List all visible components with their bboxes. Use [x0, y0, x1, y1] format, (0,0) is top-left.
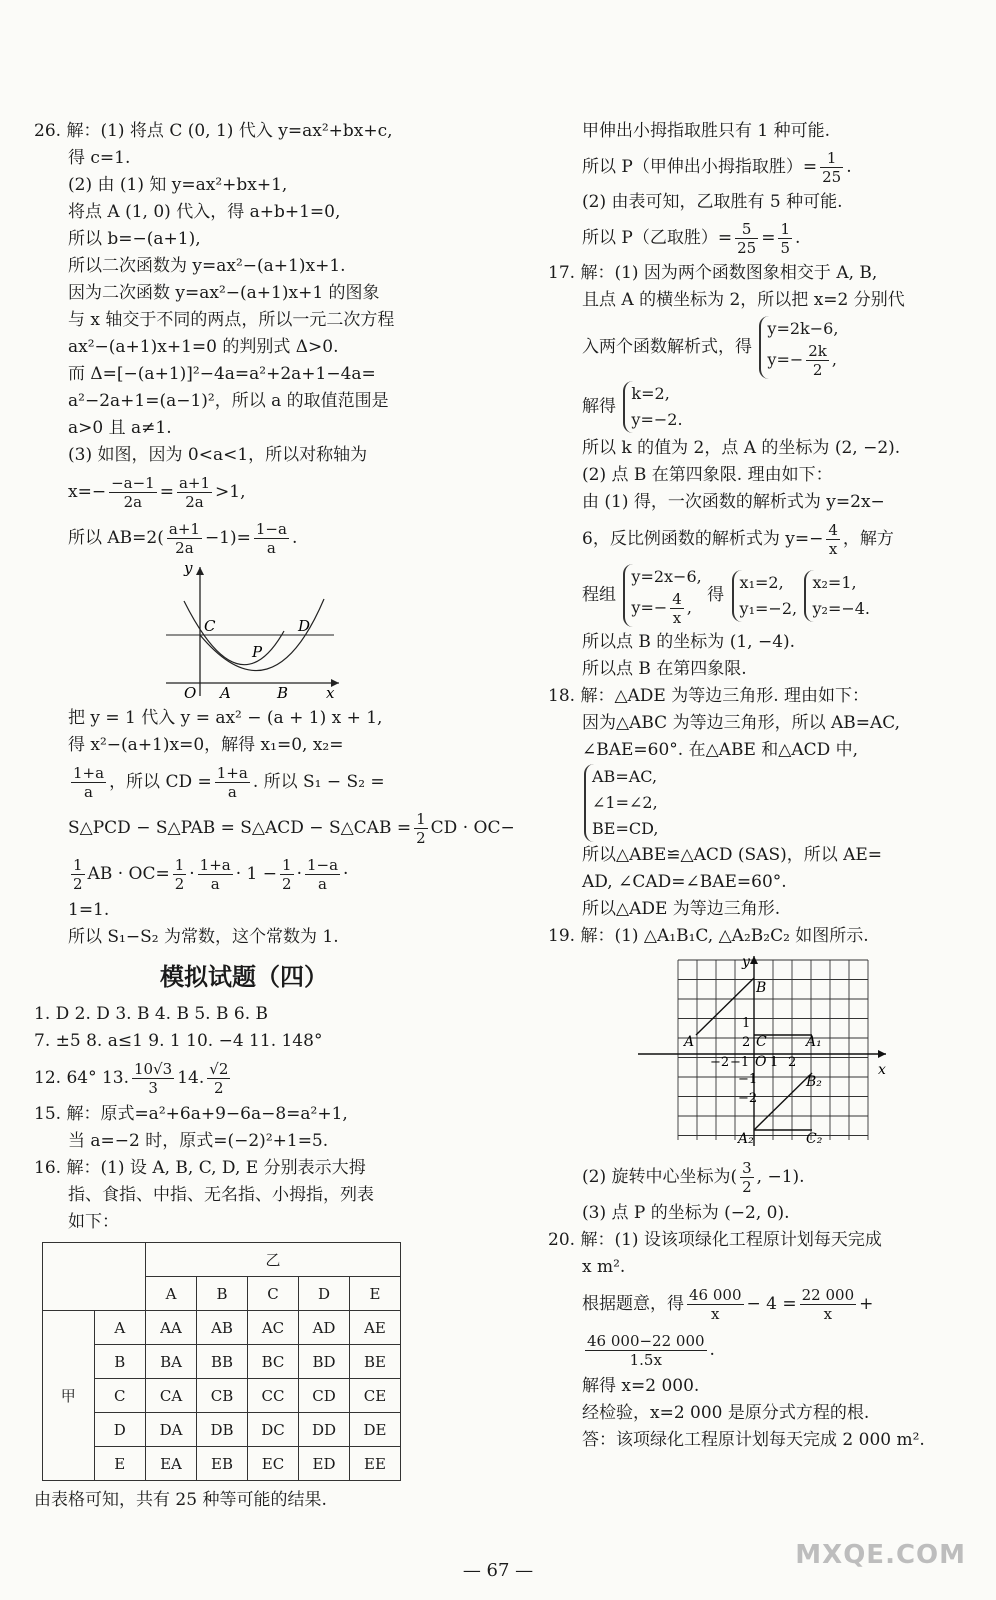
svg-text:2: 2 [788, 1055, 797, 1070]
graph-label-o: O [184, 684, 197, 701]
table-cell: CB [197, 1379, 248, 1413]
table-row [43, 1379, 401, 1413]
right-column [548, 118, 968, 1454]
answer-line-fractions: 12. 64° 13. $\frac{10√3}{3}$ 14. $\frac{√2}{2}$ [34, 1060, 229, 1097]
table-cell: AD [299, 1311, 350, 1345]
table-cell: CC [248, 1379, 299, 1413]
table-row [43, 1447, 401, 1481]
svg-text:A: A [684, 1034, 695, 1050]
table-cell: EE [350, 1447, 401, 1481]
p26-line: (2) 由 (1) 知 y=ax²+bx+1, [68, 175, 288, 195]
p26-line: (3) 如图，因为 0<a<1，所以对称轴为 [68, 445, 368, 465]
svg-text:C₂: C₂ [806, 1131, 823, 1147]
p17-system2-line: 程组 y=2x−6, y=− $\frac{4}{x}$ , 得 x₁=2, y₁=−2, x₂=1, y₂=−4. [548, 564, 968, 627]
answer-line: 1. D 2. D 3. B 4. B 5. B 6. B [34, 1004, 268, 1024]
svg-text:−2: −2 [710, 1055, 730, 1070]
table-row-header: E [94, 1447, 146, 1481]
svg-text:1: 1 [742, 1016, 751, 1031]
p26-line: 将点 A (1, 0) 代入，得 a+b+1=0, [68, 202, 341, 222]
p16-line: 如下： [68, 1212, 119, 1232]
svg-text:O: O [755, 1054, 767, 1070]
page-number: — 67 — [462, 1560, 534, 1581]
svg-text:−1: −1 [738, 1072, 758, 1087]
graph-label-b: B [277, 684, 289, 701]
p19-center-line: (2) 旋转中心坐标为( $\frac{3}{2}$ , −1). [582, 1159, 805, 1196]
table-cell: ED [299, 1447, 350, 1481]
p18-line: 所以△ABE≌△ACD (SAS)，所以 AE= [582, 845, 883, 865]
table-col-header: E [350, 1277, 401, 1311]
table-cell: CE [350, 1379, 401, 1413]
table-col-header: B [197, 1277, 248, 1311]
p26-line: 所以 b=−(a+1), [68, 229, 201, 249]
svg-text:2: 2 [742, 1035, 751, 1050]
equation-system: y=2k−6, y=− $\frac{2k}{2}$ , [759, 316, 838, 379]
graph-label-c: C [204, 617, 216, 635]
p26-axis-line: x=− $\frac{-a-1}{2a}$ = $\frac{a+1}{2a}$ >1, [68, 474, 246, 511]
svg-text:C: C [756, 1034, 767, 1050]
p26-cd-line: $\frac{1+a}{a}$ ，所以 CD = $\frac{1+a}{a}$ . 所以 S₁ − S₂ = [73, 764, 385, 801]
svg-text:−1: −1 [730, 1055, 750, 1070]
p17-line: 17. 解：(1) 因为两个函数图象相交于 A, B, [548, 263, 878, 283]
p26-line: a²−2a+1=(a−1)²，所以 a 的取值范围是 [68, 391, 389, 411]
p26-line: 把 y = 1 代入 y = ax² − (a + 1) x + 1, [68, 708, 383, 728]
table-row-header: D [94, 1413, 146, 1447]
p18-line: ∠BAE=60°. 在△ABE 和△ACD 中, [582, 740, 859, 760]
p26-line: ax²−(a+1)x+1=0 的判别式 Δ>0. [68, 337, 339, 357]
svg-text:x: x [878, 1062, 886, 1078]
table-col-header: D [299, 1277, 350, 1311]
graph-label-a: A [220, 684, 231, 701]
section-title: 模拟试题（四） [160, 963, 328, 991]
svg-text:B₂: B₂ [806, 1074, 822, 1090]
p15-line: 当 a=−2 时，原式=(−2)²+1=5. [68, 1131, 329, 1151]
p18-line: 所以△ADE 为等边三角形. [582, 899, 781, 919]
svg-text:y: y [742, 954, 750, 970]
p16-line: 指、食指、中指、无名指、小拇指，列表 [68, 1185, 374, 1205]
table-row-group: 甲 [43, 1311, 95, 1481]
p26-line: 得 x²−(a+1)x=0，解得 x₁=0, x₂= [68, 735, 344, 755]
table-cell: DC [248, 1413, 299, 1447]
p17-line: 且点 A 的横坐标为 2，所以把 x=2 分别代 [582, 290, 905, 310]
equation-system: k=2, y=−2. [623, 381, 682, 433]
svg-text:B: B [756, 980, 767, 996]
p26-line: a>0 且 a≠1. [68, 418, 172, 438]
p20-equation-line: 根据题意，得 $\frac{46 000}{x}$ − 4 = $\frac{22 000}{x}$ + [582, 1286, 874, 1323]
table-row-header: C [94, 1379, 146, 1413]
p17-inverse-line: 6，反比例函数的解析式为 y=− $\frac{4}{x}$ ，解方 [582, 521, 894, 558]
table-cell: CA [146, 1379, 197, 1413]
p17-system-line: 入两个函数解析式，得 y=2k−6, y=− $\frac{2k}{2}$ , [548, 316, 968, 379]
table-corner [43, 1243, 146, 1311]
svg-text:−2: −2 [738, 1091, 758, 1106]
table-cell: AB [197, 1311, 248, 1345]
table-cell: DA [146, 1413, 197, 1447]
graph-label-x: x [326, 684, 335, 701]
p26-line: 26. 解：(1) 将点 C (0, 1) 代入 y=ax²+bx+c, [34, 121, 393, 141]
table-cell: BE [350, 1345, 401, 1379]
outcome-table [42, 1242, 401, 1481]
table-cell: AA [146, 1311, 197, 1345]
p20-line: 经检验，x=2 000 是原分式方程的根. [582, 1403, 870, 1423]
left-column [34, 118, 515, 1514]
rotation-grid [548, 950, 968, 1150]
p20-equation-cont: $\frac{46 000-22 000}{1.5x}$ . [587, 1332, 715, 1369]
p18-line: 18. 解：△ADE 为等边三角形. 理由如下： [548, 686, 870, 706]
table-cell: AC [248, 1311, 299, 1345]
parabola-graph [34, 561, 454, 701]
p15-line: 15. 解：原式=a²+6a+9−6a−8=a²+1, [34, 1104, 348, 1124]
p20-line: 解得 x=2 000. [582, 1376, 700, 1396]
p18-line: AD, ∠CAD=∠BAE=60°. [582, 872, 787, 892]
p16-line: 16. 解：(1) 设 A, B, C, D, E 分别表示大拇 [34, 1158, 366, 1178]
p16c-prob-line: 所以 P（乙取胜）= $\frac{5}{25}$ = $\frac{1}{5}$ . [582, 220, 801, 257]
p26-ab-line: 所以 AB=2( $\frac{a+1}{2a}$ −1)= $\frac{1-a}{a}$ . [68, 520, 298, 557]
p18-line: 因为△ABC 为等边三角形，所以 AB=AC, [582, 713, 901, 733]
p16c-prob-line: 所以 P（甲伸出小拇指取胜）= $\frac{1}{25}$ . [582, 149, 852, 186]
table-cell: BB [197, 1345, 248, 1379]
p20-line: x m². [582, 1257, 626, 1277]
table-cell: CD [299, 1379, 350, 1413]
p17-solution-line: 解得 k=2, y=−2. [548, 381, 968, 433]
svg-text:A₂: A₂ [738, 1131, 754, 1147]
p26-line: 所以二次函数为 y=ax²−(a+1)x+1. [68, 256, 346, 276]
table-col-group: 乙 [146, 1243, 401, 1277]
p17-line: (2) 点 B 在第四象限. 理由如下： [582, 465, 833, 485]
answer-line: 7. ±5 8. a≤1 9. 1 10. −4 11. 148° [34, 1031, 323, 1051]
p17-line: 所以 k 的值为 2，点 A 的坐标为 (2, −2). [582, 438, 901, 458]
watermark: MXQE.COM [795, 1540, 966, 1570]
table-row-header: A [94, 1311, 146, 1345]
graph-label-p: P [252, 643, 263, 661]
p26-area-line: S△PCD − S△PAB = S△ACD − S△CAB = $\frac{1}{2}$ CD · OC− [68, 810, 515, 847]
table-cell: EC [248, 1447, 299, 1481]
table-row [43, 1345, 401, 1379]
graph-label-y: y [184, 561, 193, 577]
table-cell: DB [197, 1413, 248, 1447]
p16c-line: 甲伸出小拇指取胜只有 1 种可能. [582, 121, 831, 141]
p19-line: (3) 点 P 的坐标为 (−2, 0). [582, 1203, 790, 1223]
table-cell: BD [299, 1345, 350, 1379]
table-row [43, 1413, 401, 1447]
table-cell: BA [146, 1345, 197, 1379]
p19-line: 19. 解：(1) △A₁B₁C, △A₂B₂C₂ 如图所示. [548, 926, 869, 946]
table-cell: DD [299, 1413, 350, 1447]
table-cell: BC [248, 1345, 299, 1379]
table-cell: DE [350, 1413, 401, 1447]
p17-line: 所以点 B 在第四象限. [582, 659, 747, 679]
p17-line: 由 (1) 得，一次函数的解析式为 y=2x− [582, 492, 885, 512]
p18-system: AB=AC, ∠1=∠2, BE=CD, [548, 764, 968, 842]
svg-text:1: 1 [770, 1055, 779, 1070]
p26-line: 所以 S₁−S₂ 为常数，这个常数为 1. [68, 927, 339, 947]
table-col-header: A [146, 1277, 197, 1311]
fraction: $\frac{a+1}{2a}$ [168, 520, 200, 557]
p26-line: 而 Δ=[−(a+1)]²−4a=a²+2a+1−4a= [68, 364, 376, 384]
table-cell: EA [146, 1447, 197, 1481]
table-row-header: B [94, 1345, 146, 1379]
fraction: $\frac{-a-1}{2a}$ [111, 474, 155, 511]
table-row [43, 1311, 401, 1345]
table-col-header: C [248, 1277, 299, 1311]
table-cell: EB [197, 1447, 248, 1481]
table-cell: AE [350, 1311, 401, 1345]
p26-calc-line: $\frac{1}{2}$ AB · OC= $\frac{1}{2}$ · $\frac{1+a}{a}$ · 1 − $\frac{1}{2}$ · $\frac{1-a}{a}$ · [73, 856, 349, 893]
svg-text:A₁: A₁ [806, 1034, 822, 1050]
p26-line: 因为二次函数 y=ax²−(a+1)x+1 的图象 [68, 283, 380, 303]
fraction: $\frac{a+1}{2a}$ [178, 474, 211, 511]
p17-line: 所以点 B 的坐标为 (1, −4). [582, 632, 796, 652]
p26-line: 1=1. [68, 900, 110, 920]
p16-line: 由表格可知，共有 25 种等可能的结果. [34, 1490, 327, 1510]
p26-line: 得 c=1. [68, 148, 131, 168]
p20-line: 20. 解：(1) 设该项绿化工程原计划每天完成 [548, 1230, 882, 1250]
fraction: $\frac{1-a}{a}$ [255, 520, 287, 557]
p16c-line: (2) 由表可知，乙取胜有 5 种可能. [582, 192, 843, 212]
p26-line: 与 x 轴交于不同的两点，所以一元二次方程 [68, 310, 395, 330]
p20-line: 答：该项绿化工程原计划每天完成 2 000 m². [582, 1430, 925, 1450]
graph-label-d: D [298, 617, 311, 635]
